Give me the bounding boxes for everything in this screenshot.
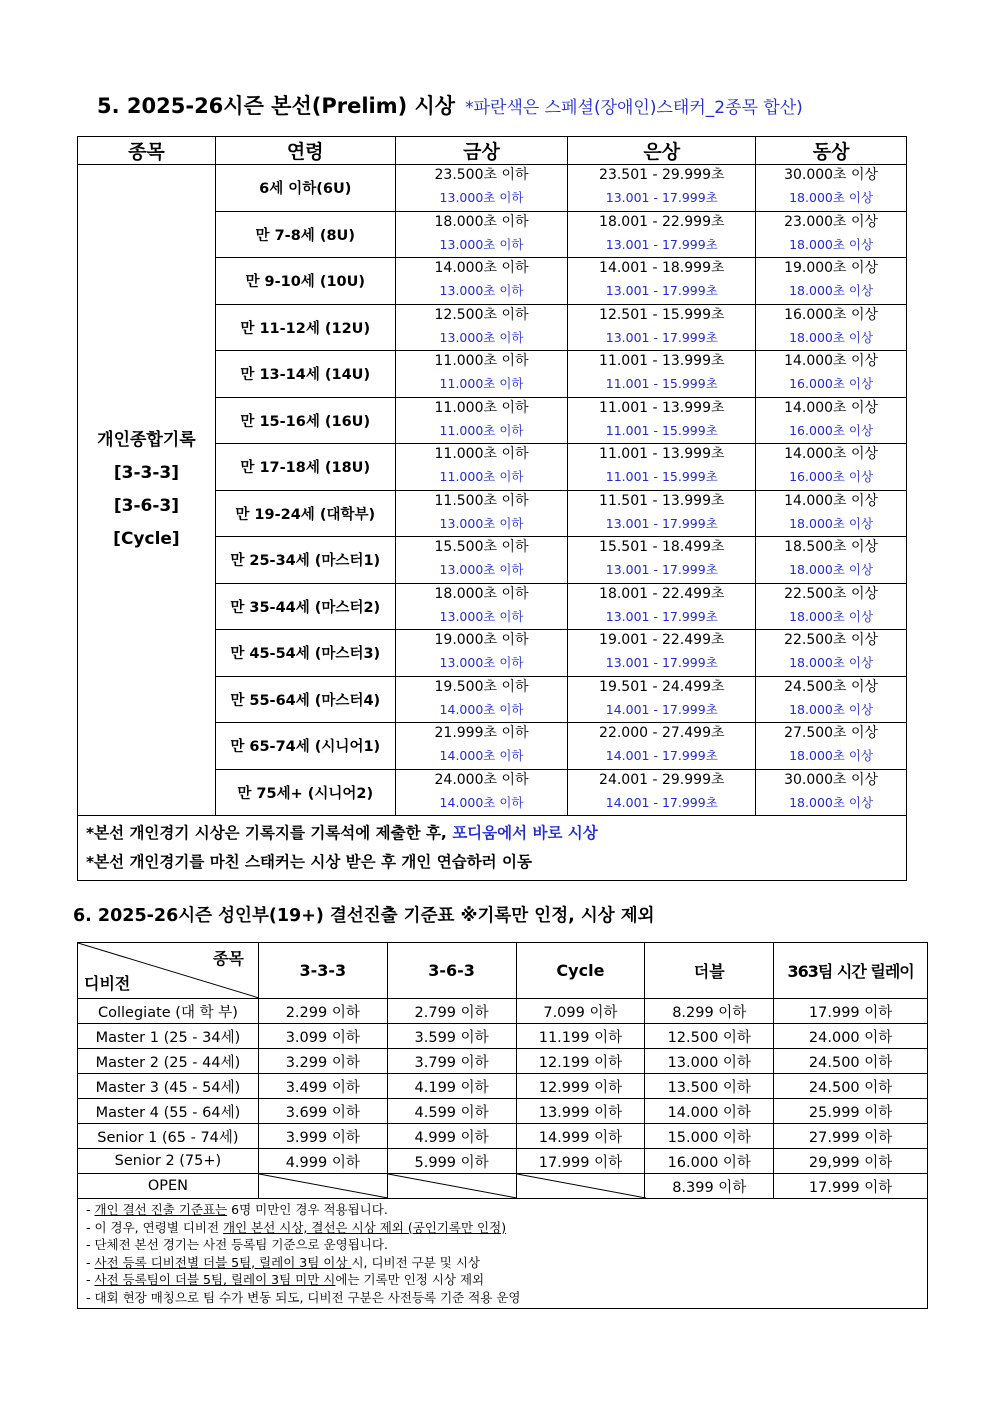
note-pre: - <box>86 1254 95 1270</box>
final-qualification-table <box>77 942 928 1309</box>
note-pre: - 이 경우, 연령별 디비전 <box>86 1219 224 1235</box>
silver-threshold: 18.001 - 22.499초 <box>599 585 725 602</box>
gold-threshold: 24.000초 이하 <box>434 771 529 788</box>
note-pre: - 단체전 본선 경기는 사전 등록팀 기준으로 운영됩니다. <box>86 1237 388 1252</box>
header-bronze: 동상 <box>756 137 907 165</box>
slash-line <box>388 1174 517 1198</box>
bronze-threshold: 19.000초 이상 <box>784 260 879 276</box>
age-group: 만 17-18세 (18U) <box>215 444 395 491</box>
age-group: 만 45-54세 (마스터3) <box>215 630 395 677</box>
qualification-time: 13.000 이하 <box>645 1049 774 1074</box>
note-u: 개인 결선 진출 기준표는 <box>94 1202 228 1217</box>
slash-line <box>517 1174 646 1198</box>
division-name: Master 4 (55 - 64세) <box>78 1099 259 1124</box>
category-line: 개인종합기록 <box>97 430 196 450</box>
silver-cell <box>568 444 756 491</box>
gold-cell <box>395 211 568 258</box>
header-age: 연령 <box>215 137 395 165</box>
gold-threshold: 11.000초 이하 <box>434 353 529 369</box>
bronze-special-threshold: 18.000초 이상 <box>789 794 874 810</box>
bronze-cell <box>756 258 907 305</box>
silver-cell <box>568 211 756 258</box>
silver-threshold: 11.001 - 13.999초 <box>599 446 725 462</box>
qualification-time: 11.199 이하 <box>516 1024 645 1049</box>
qualification-time: 24.000 이하 <box>774 1024 928 1049</box>
note-pre: - <box>86 1202 95 1217</box>
gold-threshold: 23.500초 이하 <box>434 167 529 183</box>
final-note-line <box>86 1236 921 1254</box>
gold-threshold: 19.000초 이하 <box>434 632 529 648</box>
division-row <box>78 999 928 1024</box>
silver-cell <box>568 723 756 770</box>
silver-cell <box>568 304 756 351</box>
qualification-time: 25.999 이하 <box>774 1099 928 1124</box>
bronze-special-threshold: 18.000초 이상 <box>789 515 874 531</box>
gold-cell <box>395 583 568 630</box>
division-row <box>78 1149 928 1174</box>
qualification-time: 5.999 이하 <box>387 1149 516 1174</box>
bronze-threshold: 30.000초 이상 <box>784 167 879 183</box>
header-silver: 은상 <box>568 137 756 165</box>
bronze-special-threshold: 18.000초 이상 <box>789 329 874 345</box>
note-post: 시, 디비전 구분 및 시상 <box>351 1254 480 1270</box>
age-group: 만 11-12세 (12U) <box>215 304 395 351</box>
header-event: 종목 <box>78 137 216 165</box>
gold-special-threshold: 13.000초 이하 <box>439 515 524 531</box>
bronze-threshold: 14.000초 이상 <box>784 353 879 369</box>
silver-special-threshold: 13.001 - 17.999초 <box>605 608 718 624</box>
gold-cell <box>395 723 568 770</box>
header-diagonal-cell <box>78 943 259 999</box>
qualification-time: 17.999 이하 <box>774 1174 928 1199</box>
silver-threshold: 23.501 - 29.999초 <box>599 167 725 183</box>
gold-threshold: 18.000초 이하 <box>434 213 529 230</box>
gold-special-threshold: 14.000초 이하 <box>439 794 524 810</box>
division-name: Master 1 (25 - 34세) <box>78 1024 259 1049</box>
final-note-line <box>86 1254 921 1272</box>
division-name: Senior 1 (65 - 74세) <box>78 1124 259 1149</box>
qualification-time: 4.999 이하 <box>258 1149 387 1174</box>
bronze-cell <box>756 537 907 584</box>
silver-threshold: 11.001 - 13.999초 <box>599 353 725 369</box>
gold-special-threshold: 13.000초 이하 <box>439 655 524 670</box>
not-applicable-cell <box>387 1174 516 1199</box>
age-group: 만 7-8세 (8U) <box>215 211 395 258</box>
qualification-time: 15.000 이하 <box>645 1124 774 1149</box>
age-group: 만 9-10세 (10U) <box>215 258 395 305</box>
gold-cell <box>395 444 568 491</box>
gold-threshold: 11.000초 이하 <box>434 399 529 416</box>
gold-special-threshold: 13.000초 이하 <box>439 190 524 205</box>
header-363: 3-6-3 <box>387 943 516 999</box>
gold-special-threshold: 13.000초 이하 <box>439 329 524 345</box>
division-row <box>78 1024 928 1049</box>
bronze-threshold: 14.000초 이상 <box>784 399 879 416</box>
bronze-threshold: 24.500초 이상 <box>784 678 879 695</box>
bronze-special-threshold: 18.000초 이상 <box>789 655 874 670</box>
qualification-time: 3.099 이하 <box>258 1024 387 1049</box>
silver-special-threshold: 13.001 - 17.999초 <box>605 655 718 670</box>
gold-cell <box>395 351 568 398</box>
note-u: 사전 등록팀이 더블 5팀, 릴레이 3팀 미만 시 <box>94 1272 336 1287</box>
age-group: 만 25-34세 (마스터1) <box>215 537 395 584</box>
final-note-line <box>86 1201 921 1219</box>
qualification-time: 14.999 이하 <box>516 1124 645 1149</box>
qualification-time: 13.500 이하 <box>645 1074 774 1099</box>
silver-threshold: 11.001 - 13.999초 <box>599 399 725 416</box>
gold-threshold: 11.000초 이하 <box>434 446 529 462</box>
qualification-time: 3.799 이하 <box>387 1049 516 1074</box>
silver-threshold: 22.000 - 27.499초 <box>599 725 725 741</box>
bronze-cell <box>756 304 907 351</box>
bronze-special-threshold: 18.000초 이상 <box>789 190 874 205</box>
qualification-time: 27.999 이하 <box>774 1124 928 1149</box>
silver-threshold: 15.501 - 18.499초 <box>599 539 725 555</box>
gold-cell <box>395 165 568 212</box>
bronze-threshold: 27.500초 이상 <box>784 725 879 741</box>
qualification-time: 3.999 이하 <box>258 1124 387 1149</box>
note-pre: - 대회 현장 매칭으로 팀 수가 변동 되도, 디비전 구분은 사전등록 기준 적용 운영 <box>86 1289 521 1305</box>
header-event-label: 종목 <box>212 949 244 968</box>
category-line: [3-3-3] <box>113 463 179 483</box>
silver-threshold: 24.001 - 29.999초 <box>599 771 725 788</box>
division-row <box>78 1124 928 1149</box>
silver-special-threshold: 13.001 - 17.999초 <box>605 562 718 577</box>
qualification-time: 2.299 이하 <box>258 999 387 1024</box>
silver-special-threshold: 13.001 - 17.999초 <box>605 515 718 531</box>
silver-cell <box>568 630 756 677</box>
gold-threshold: 19.500초 이하 <box>434 678 529 695</box>
not-applicable-cell <box>516 1174 645 1199</box>
qualification-time: 4.999 이하 <box>387 1124 516 1149</box>
header-division-label: 디비전 <box>84 974 131 993</box>
division-name: Master 3 (45 - 54세) <box>78 1074 259 1099</box>
gold-cell <box>395 537 568 584</box>
division-row <box>78 1049 928 1074</box>
silver-special-threshold: 14.001 - 17.999초 <box>605 701 718 717</box>
gold-threshold: 15.500초 이하 <box>434 539 529 555</box>
prelim-notes-row <box>78 816 907 881</box>
bronze-cell <box>756 723 907 770</box>
bronze-cell <box>756 630 907 677</box>
bronze-cell <box>756 397 907 444</box>
prelim-award-table <box>77 136 907 881</box>
note-pre: - <box>86 1272 95 1287</box>
gold-cell <box>395 676 568 723</box>
age-group: 만 35-44세 (마스터2) <box>215 583 395 630</box>
section5-note: *파란색은 스페셜(장애인)스태커_2종목 합산) <box>465 98 803 118</box>
division-name: Collegiate (대 학 부) <box>78 999 259 1024</box>
silver-threshold: 11.501 - 13.999초 <box>599 492 725 509</box>
bronze-cell <box>756 351 907 398</box>
silver-cell <box>568 351 756 398</box>
final-notes-row <box>78 1199 928 1309</box>
bronze-special-threshold: 18.000초 이상 <box>789 562 874 577</box>
bronze-threshold: 16.000초 이상 <box>784 306 879 323</box>
silver-cell <box>568 490 756 537</box>
note-1-text: *본선 개인경기 시상은 기록지를 기록석에 제출한 후, <box>86 824 453 842</box>
note-line-1 <box>86 819 898 848</box>
section6-title: 6. 2025-26시즌 성인부(19+) 결선진출 기준표 ※기록만 인정, 시상 제외 <box>73 906 655 926</box>
gold-cell <box>395 630 568 677</box>
header-333: 3-3-3 <box>258 943 387 999</box>
header-relay: 363팀 시간 릴레이 <box>774 943 928 999</box>
qualification-time: 4.199 이하 <box>387 1074 516 1099</box>
qualification-time: 7.099 이하 <box>516 999 645 1024</box>
qualification-time: 8.299 이하 <box>645 999 774 1024</box>
gold-special-threshold: 14.000초 이하 <box>439 748 524 763</box>
qualification-time: 8.399 이하 <box>645 1174 774 1199</box>
final-note-line <box>86 1271 921 1289</box>
division-name: Senior 2 (75+) <box>78 1149 259 1174</box>
section5-title-text: 5. 2025-26시즌 본선(Prelim) 시상 <box>97 94 456 118</box>
final-note-line <box>86 1219 921 1237</box>
bronze-threshold: 30.000초 이상 <box>784 771 879 788</box>
qualification-time: 14.000 이하 <box>645 1099 774 1124</box>
gold-special-threshold: 11.000초 이하 <box>439 422 524 438</box>
gold-special-threshold: 11.000초 이하 <box>439 469 524 484</box>
prelim-row <box>78 165 907 212</box>
gold-special-threshold: 14.000초 이하 <box>439 701 524 717</box>
gold-threshold: 18.000초 이하 <box>434 585 529 602</box>
bronze-threshold: 22.500초 이상 <box>784 585 879 602</box>
bronze-special-threshold: 18.000초 이상 <box>789 236 874 252</box>
bronze-cell <box>756 676 907 723</box>
age-group: 만 19-24세 (대학부) <box>215 490 395 537</box>
qualification-time: 16.000 이하 <box>645 1149 774 1174</box>
header-cycle: Cycle <box>516 943 645 999</box>
slash-line <box>259 1174 388 1198</box>
note-post: 6명 미만인 경우 적용됩니다. <box>227 1202 388 1217</box>
note-post: 에는 기록만 인정 시상 제외 <box>335 1272 485 1287</box>
qualification-time: 3.499 이하 <box>258 1074 387 1099</box>
age-group: 6세 이하(6U) <box>215 165 395 212</box>
silver-special-threshold: 11.001 - 15.999초 <box>605 422 718 438</box>
qualification-time: 3.599 이하 <box>387 1024 516 1049</box>
header-gold: 금상 <box>395 137 568 165</box>
bronze-special-threshold: 16.000초 이상 <box>789 422 874 438</box>
silver-threshold: 14.001 - 18.999초 <box>599 260 725 276</box>
bronze-threshold: 14.000초 이상 <box>784 446 879 462</box>
gold-threshold: 11.500초 이하 <box>434 492 529 509</box>
silver-special-threshold: 14.001 - 17.999초 <box>605 748 718 763</box>
bronze-special-threshold: 18.000초 이상 <box>789 748 874 763</box>
bronze-special-threshold: 18.000초 이상 <box>789 608 874 624</box>
age-group: 만 13-14세 (14U) <box>215 351 395 398</box>
silver-special-threshold: 14.001 - 17.999초 <box>605 794 718 810</box>
header-double: 더블 <box>645 943 774 999</box>
bronze-special-threshold: 16.000초 이상 <box>789 469 874 484</box>
gold-special-threshold: 13.000초 이하 <box>439 236 524 252</box>
prelim-header-row <box>78 137 907 165</box>
bronze-cell <box>756 211 907 258</box>
final-note-line <box>86 1289 921 1307</box>
note-1-highlight: 포디움에서 바로 시상 <box>452 824 598 842</box>
note-u: 사전 등록 디비전별 더블 5팀, 릴레이 3팀 이상 <box>94 1254 352 1270</box>
bronze-threshold: 23.000초 이상 <box>784 213 879 230</box>
qualification-time: 12.500 이하 <box>645 1024 774 1049</box>
silver-threshold: 12.501 - 15.999초 <box>599 306 725 323</box>
bronze-special-threshold: 16.000초 이상 <box>789 376 874 391</box>
division-name: OPEN <box>78 1174 259 1199</box>
final-notes <box>78 1199 928 1309</box>
note-u: 개인 본선 시상, 결선은 시상 제외 (공인기록만 인정) <box>223 1219 507 1235</box>
qualification-time: 3.299 이하 <box>258 1049 387 1074</box>
not-applicable-cell <box>258 1174 387 1199</box>
qualification-time: 17.999 이하 <box>516 1149 645 1174</box>
age-group: 만 65-74세 (시니어1) <box>215 723 395 770</box>
bronze-threshold: 18.500초 이상 <box>784 539 879 555</box>
gold-special-threshold: 13.000초 이하 <box>439 283 524 298</box>
silver-cell <box>568 397 756 444</box>
section5-title <box>97 90 803 120</box>
category-line: [3-6-3] <box>113 496 179 516</box>
bronze-special-threshold: 18.000초 이상 <box>789 701 874 717</box>
bronze-cell <box>756 490 907 537</box>
silver-cell <box>568 583 756 630</box>
gold-cell <box>395 258 568 305</box>
qualification-time: 24.500 이하 <box>774 1074 928 1099</box>
bronze-threshold: 22.500초 이상 <box>784 632 879 648</box>
gold-threshold: 14.000초 이하 <box>434 260 529 276</box>
qualification-time: 17.999 이하 <box>774 999 928 1024</box>
division-name: Master 2 (25 - 44세) <box>78 1049 259 1074</box>
division-row <box>78 1074 928 1099</box>
silver-cell <box>568 769 756 816</box>
age-group: 만 55-64세 (마스터4) <box>215 676 395 723</box>
age-group: 만 75세+ (시니어2) <box>215 769 395 816</box>
silver-cell <box>568 537 756 584</box>
silver-threshold: 18.001 - 22.999초 <box>599 213 725 230</box>
qualification-time: 4.599 이하 <box>387 1099 516 1124</box>
qualification-time: 3.699 이하 <box>258 1099 387 1124</box>
division-row <box>78 1099 928 1124</box>
bronze-cell <box>756 769 907 816</box>
silver-cell <box>568 165 756 212</box>
category-cell <box>78 165 216 816</box>
silver-threshold: 19.001 - 22.499초 <box>599 632 725 648</box>
silver-special-threshold: 11.001 - 15.999초 <box>605 469 718 484</box>
qualification-time: 13.999 이하 <box>516 1099 645 1124</box>
qualification-time: 12.199 이하 <box>516 1049 645 1074</box>
gold-threshold: 12.500초 이하 <box>434 306 529 323</box>
qualification-time: 24.500 이하 <box>774 1049 928 1074</box>
gold-threshold: 21.999초 이하 <box>434 725 529 741</box>
bronze-cell <box>756 165 907 212</box>
silver-special-threshold: 13.001 - 17.999초 <box>605 190 718 205</box>
gold-cell <box>395 304 568 351</box>
silver-special-threshold: 13.001 - 17.999초 <box>605 236 718 252</box>
note-line-2: *본선 개인경기를 마친 스태커는 시상 받은 후 개인 연습하러 이동 <box>86 853 532 871</box>
silver-cell <box>568 258 756 305</box>
gold-cell <box>395 397 568 444</box>
bronze-cell <box>756 444 907 491</box>
category-line: [Cycle] <box>113 529 180 549</box>
silver-special-threshold: 11.001 - 15.999초 <box>605 376 718 391</box>
qualification-time: 12.999 이하 <box>516 1074 645 1099</box>
final-header-row <box>78 943 928 999</box>
silver-cell <box>568 676 756 723</box>
gold-special-threshold: 11.000초 이하 <box>439 376 524 391</box>
bronze-cell <box>756 583 907 630</box>
age-group: 만 15-16세 (16U) <box>215 397 395 444</box>
bronze-threshold: 14.000초 이상 <box>784 492 879 509</box>
gold-special-threshold: 13.000초 이하 <box>439 608 524 624</box>
gold-special-threshold: 13.000초 이하 <box>439 562 524 577</box>
silver-threshold: 19.501 - 24.499초 <box>599 678 725 695</box>
silver-special-threshold: 13.001 - 17.999초 <box>605 283 718 298</box>
qualification-time: 2.799 이하 <box>387 999 516 1024</box>
qualification-time: 29,999 이하 <box>774 1149 928 1174</box>
prelim-notes <box>78 816 907 881</box>
division-row-open <box>78 1174 928 1199</box>
silver-special-threshold: 13.001 - 17.999초 <box>605 329 718 345</box>
bronze-special-threshold: 18.000초 이상 <box>789 283 874 298</box>
gold-cell <box>395 769 568 816</box>
gold-cell <box>395 490 568 537</box>
